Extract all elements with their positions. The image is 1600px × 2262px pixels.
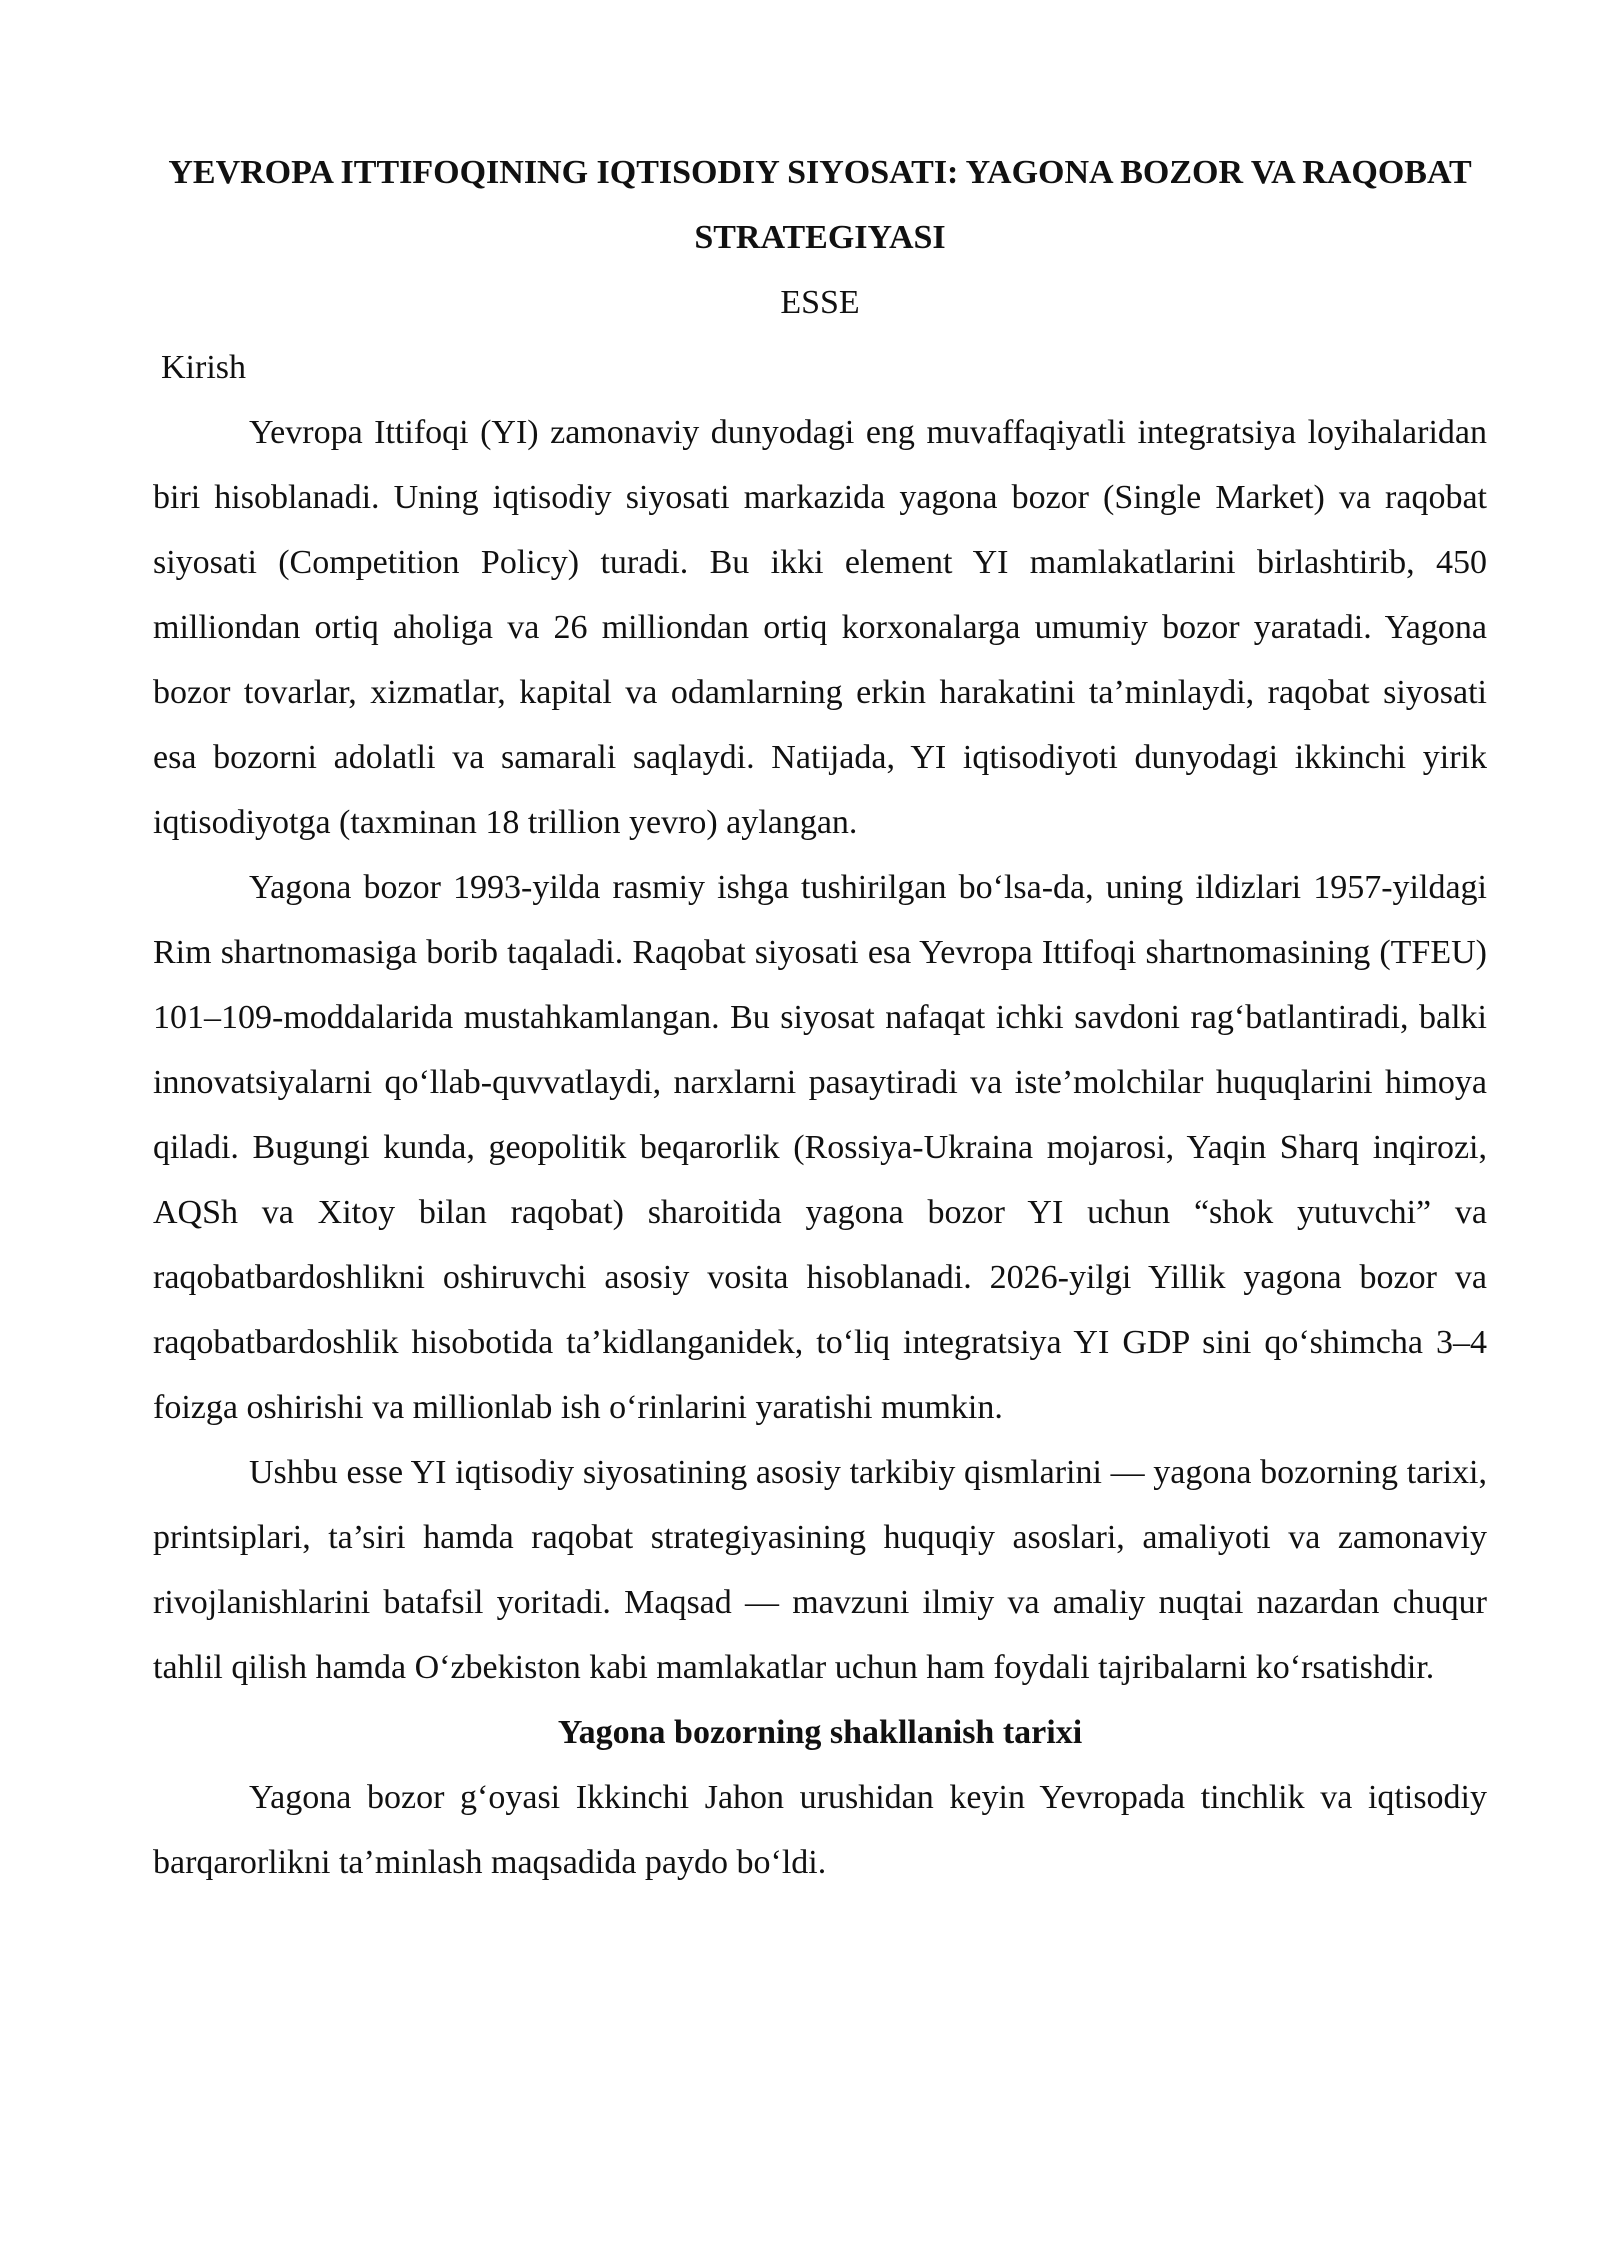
paragraph-1: Yevropa Ittifoqi (YI) zamonaviy dunyodagi eng muvaffaqiyatli integratsiya loyihalaridan biri hisoblanadi. Uning iqtisodiy siyosati markazida yagona bozor (Single Market) va raqobat siyosati (Competition Policy) turadi. Bu ikki element YI mamlakatlarini birlashtirib, 450 milliondan ortiq aholiga va 26 milliondan ortiq korxonalarga umumiy bozor yaratadi. Yagona bozor tovarlar, xizmatlar, kapital va odamlarning erkin harakatini ta’minlaydi, raqobat siyosati esa bozorni adolatli va samarali saqlaydi. Natijada, YI iqtisodiyoti dunyodagi ikkinchi yirik iqtisodiyotga (taxminan 18 trillion yevro) aylangan.: [153, 414, 1487, 841]
paragraph-3: Ushbu esse YI iqtisodiy siyosatining asosiy tarkibiy qismlarini — yagona bozorning tarixi, printsiplari, ta’siri hamda raqobat strategiyasining huquqiy asoslari, amaliyoti va zamonaviy rivojlanishlarini batafsil yoritadi. Maqsad — mavzuni ilmiy va amaliy nuqtai nazardan chuqur tahlil qilish hamda O‘zbekiston kabi mamlakatlar uchun ham foydali tajribalarni ko‘rsatishdir.: [153, 1454, 1487, 1686]
document-title: YEVROPA ITTIFOQINING IQTISODIY SIYOSATI: YAGONA BOZOR VA RAQOBAT STRATEGIYASI: [168, 154, 1472, 256]
intro-heading: Kirish: [161, 349, 246, 386]
section-paragraph-1: Yagona bozor g‘oyasi Ikkinchi Jahon urushidan keyin Yevropada tinchlik va iqtisodiy barqarorlikni ta’minlash maqsadida paydo bo‘ldi.: [153, 1779, 1487, 1881]
paragraph-2: Yagona bozor 1993-yilda rasmiy ishga tushirilgan bo‘lsa-da, uning ildizlari 1957-yildagi Rim shartnomasiga borib taqaladi. Raqobat siyosati esa Yevropa Ittifoqi shartnomasining (TFEU) 101–109-moddalarida mustahkamlangan. Bu siyosat nafaqat ichki savdoni rag‘batlantiradi, balki innovatsiyalarni qo‘llab-quvvatlaydi, narxlarni pasaytiradi va iste’molchilar huquqlarini himoya qiladi. Bugungi kunda, geopolitik beqarorlik (Rossiya-Ukraina mojarosi, Yaqin Sharq inqirozi, AQSh va Xitoy bilan raqobat) sharoitida yagona bozor YI uchun “shok yutuvchi” va raqobatbardoshlikni oshiruvchi asosiy vosita hisoblanadi. 2026-yilgi Yillik yagona bozor va raqobatbardoshlik hisobotida ta’kidlanganidek, to‘liq integratsiya YI GDP sini qo‘shimcha 3–4 foizga oshirishi va millionlab ish o‘rinlarini yaratishi mumkin.: [153, 869, 1487, 1426]
section-heading: Yagona bozorning shakllanish tarixi: [557, 1714, 1083, 1751]
document-page: [153, 140, 1487, 1895]
document-genre: ESSE: [780, 284, 860, 321]
